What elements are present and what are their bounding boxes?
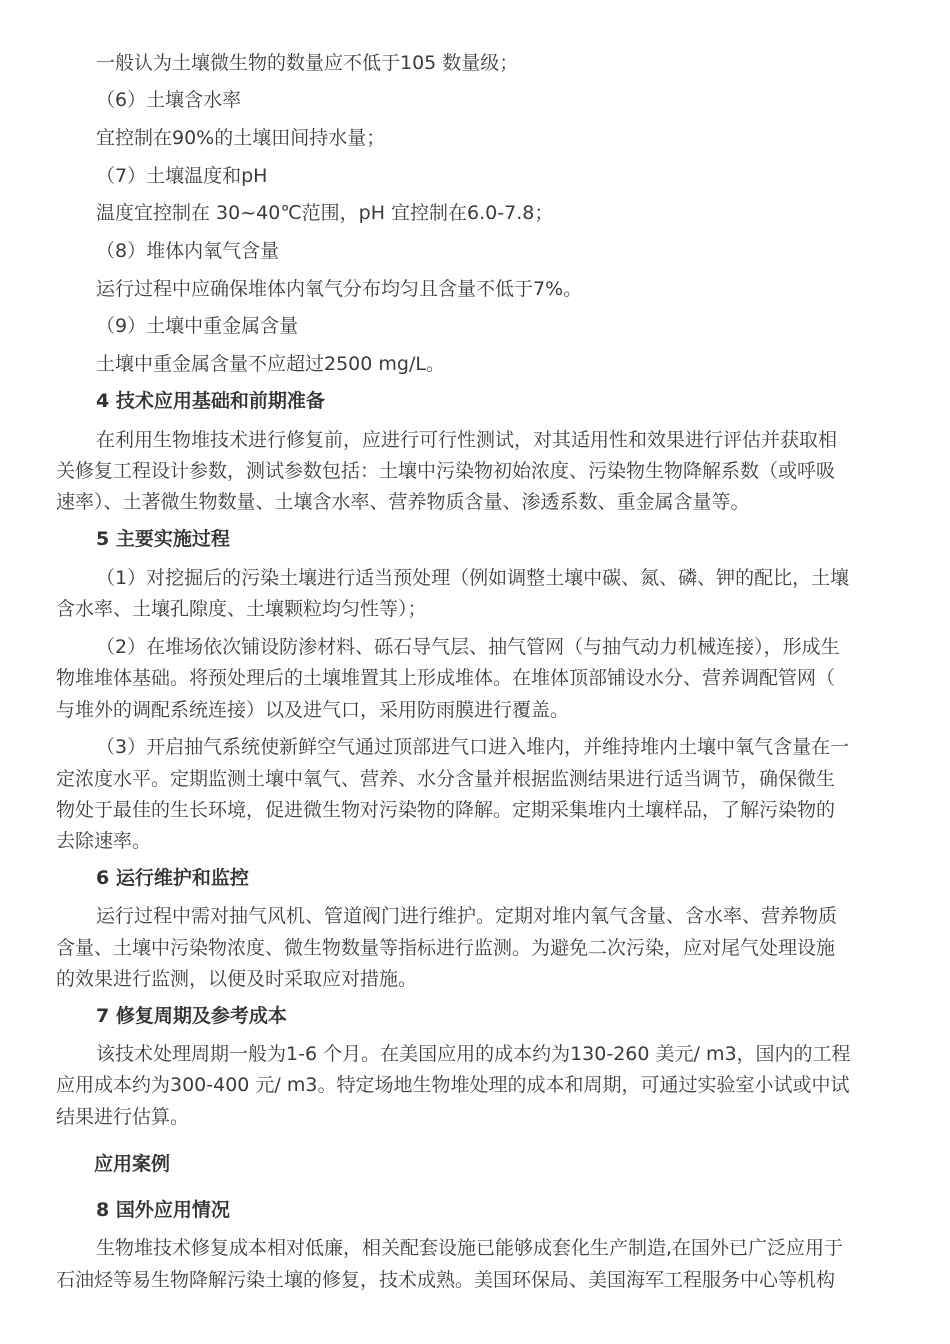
- paragraph-line: （1）对挖掘后的污染土壤进行适当预处理（例如调整土壤中碳、氮、磷、钾的配比，土壤: [96, 567, 850, 589]
- paragraph-line: 的效果进行监测，以便及时采取应对措施。: [56, 968, 418, 990]
- item-title-7: （7）土壤温度和pH: [96, 165, 268, 187]
- paragraph-line: 在利用生物堆技术进行修复前，应进行可行性测试，对其适用性和效果进行评估并获取相: [96, 429, 838, 451]
- paragraph-line: 一般认为土壤微生物的数量应不低于105 数量级；: [96, 52, 519, 74]
- item-title-6: （6）土壤含水率: [96, 89, 242, 111]
- paragraph-line: （3）开启抽气系统使新鲜空气通过顶部进气口进入堆内，并维持堆内土壤中氧气含量在一: [96, 736, 850, 758]
- paragraph-line: 定浓度水平。定期监测土壤中氧气、营养、水分含量并根据监测结果进行适当调节，确保微生: [56, 768, 836, 790]
- case-heading: 应用案例: [94, 1153, 171, 1175]
- paragraph-line: 运行过程中需对抽气风机、管道阀门进行维护。定期对堆内氧气含量、含水率、营养物质: [96, 905, 838, 927]
- paragraph-line: 关修复工程设计参数，测试参数包括：土壤中污染物初始浓度、污染物生物降解系数（或呼吸: [56, 460, 836, 482]
- section-heading-5: 5 主要实施过程: [96, 528, 230, 550]
- paragraph-line: 应用成本约为300-400 元/ m3。特定场地生物堆处理的成本和周期，可通过实验室小试或中试: [56, 1074, 850, 1096]
- item-text-8: 运行过程中应确保堆体内氧气分布均匀且含量不低于7%。: [96, 278, 583, 300]
- paragraph-line: 石油烃等易生物降解污染土壤的修复，技术成熟。美国环保局、美国海军工程服务中心等机构: [56, 1269, 836, 1291]
- paragraph-line: 含水率、土壤孔隙度、土壤颗粒均匀性等）；: [56, 598, 427, 620]
- item-text-9: 土壤中重金属含量不应超过2500 mg/L。: [96, 353, 445, 375]
- section-heading-6: 6 运行维护和监控: [96, 867, 249, 889]
- section-heading-4: 4 技术应用基础和前期准备: [96, 390, 325, 412]
- item-title-8: （8）堆体内氧气含量: [96, 240, 280, 262]
- item-text-6: 宜控制在90%的土壤田间持水量；: [96, 127, 386, 149]
- paragraph-line: （2）在堆场依次铺设防渗材料、砾石导气层、抽气管网（与抽气动力机械连接），形成生: [96, 636, 840, 658]
- paragraph-line: 含量、土壤中污染物浓度、微生物数量等指标进行监测。为避免二次污染，应对尾气处理设施: [56, 937, 836, 959]
- section-heading-7: 7 修复周期及参考成本: [96, 1005, 287, 1027]
- paragraph-line: 速率）、土著微生物数量、土壤含水率、营养物质含量、渗透系数、重金属含量等。: [56, 491, 750, 513]
- paragraph-line: 物处于最佳的生长环境，促进微生物对污染物的降解。定期采集堆内土壤样品，了解污染物的: [56, 799, 836, 821]
- paragraph-line: 去除速率。: [56, 830, 152, 852]
- paragraph-line: 与堆外的调配系统连接）以及进气口，采用防雨膜进行覆盖。: [56, 699, 570, 721]
- section-heading-8: 8 国外应用情况: [96, 1199, 230, 1221]
- paragraph-line: 物堆堆体基础。将预处理后的土壤堆置其上形成堆体。在堆体顶部铺设水分、营养调配管网（: [56, 667, 836, 689]
- paragraph-line: 生物堆技术修复成本相对低廉，相关配套设施已能够成套化生产制造,在国外已广泛应用于: [96, 1237, 844, 1259]
- item-title-9: （9）土壤中重金属含量: [96, 315, 299, 337]
- item-text-7: 温度宜控制在 30~40℃范围，pH 宜控制在6.0-7.8；: [96, 202, 554, 224]
- paragraph-line: 结果进行估算。: [56, 1106, 190, 1128]
- paragraph-line: 该技术处理周期一般为1-6 个月。在美国应用的成本约为130-260 美元/ m3，国内的工程: [96, 1043, 851, 1065]
